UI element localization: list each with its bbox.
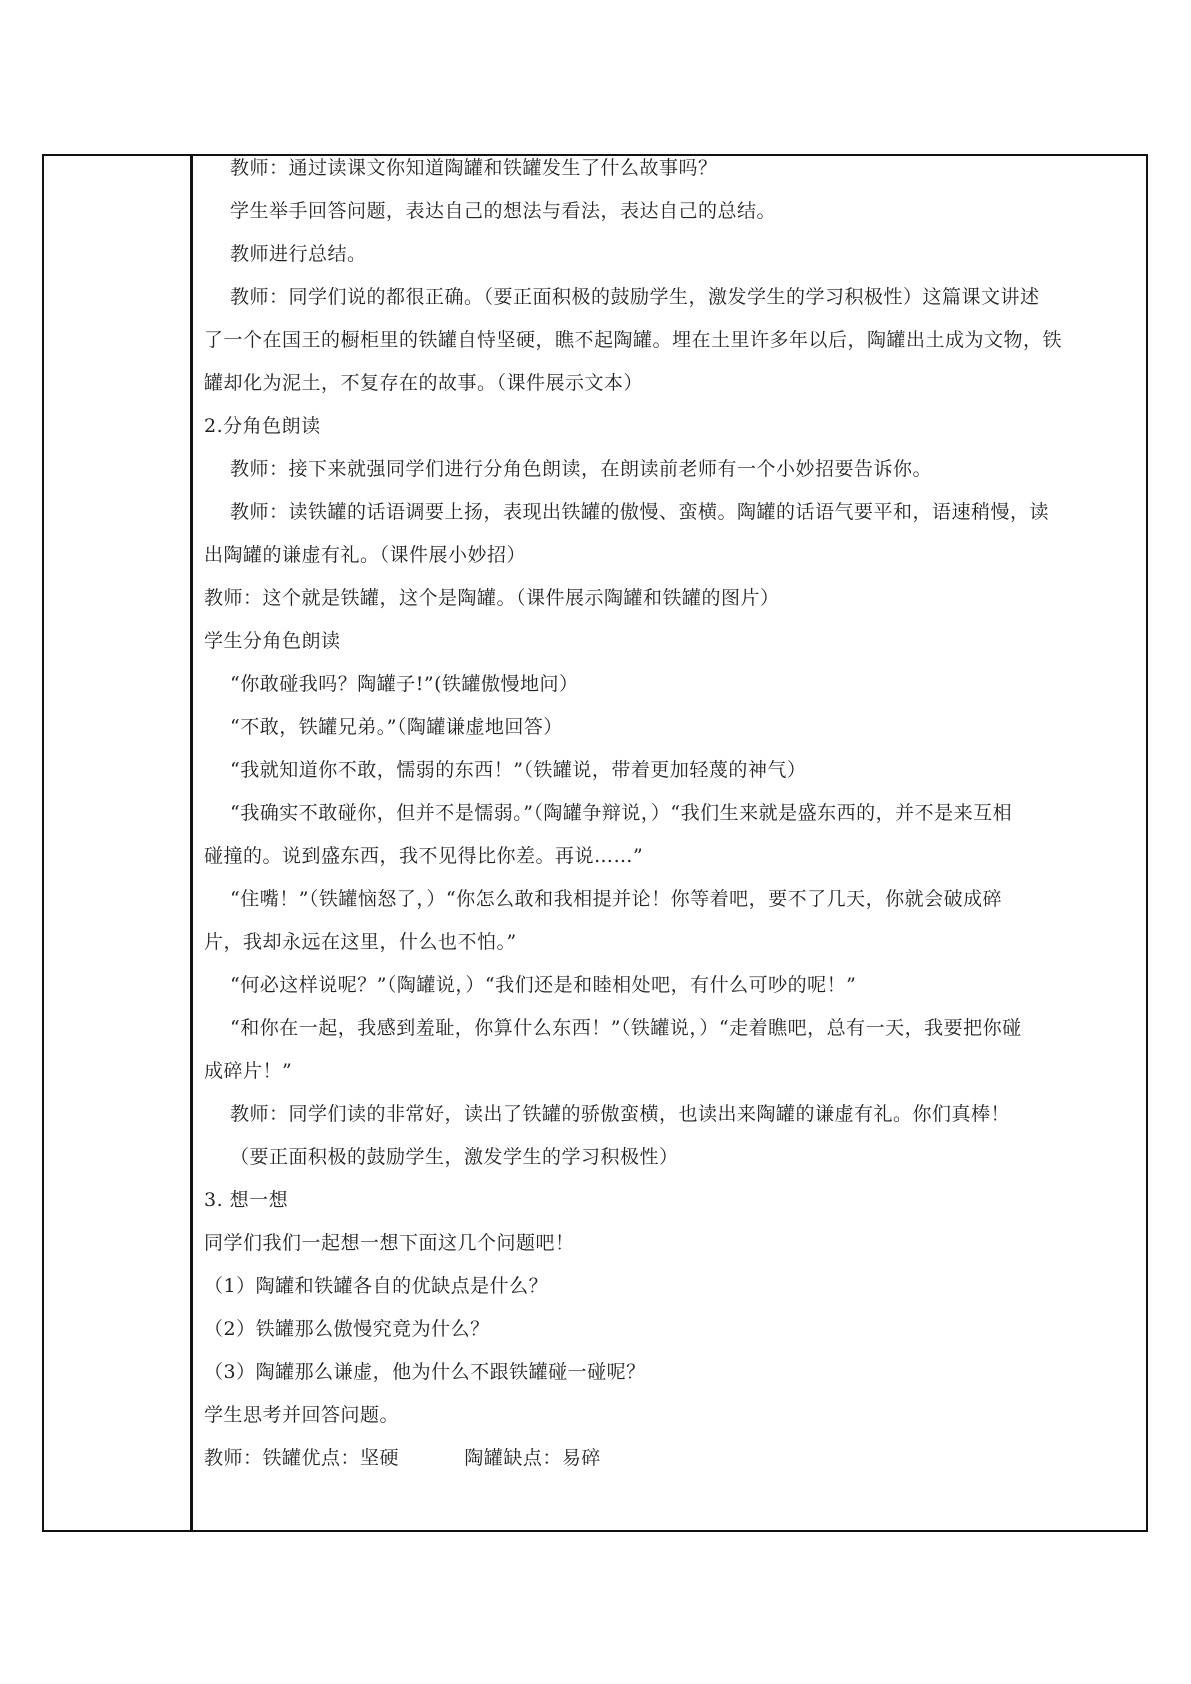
dialogue-line: 成碎片！” — [204, 1060, 293, 1082]
dialogue-line: “住嘴！”（铁罐恼怒了，）“你怎么敢和我相提并论！你等着吧，要不了几天，你就会破成碎 — [230, 888, 1003, 910]
question-item: （3）陶罐那么谦虚，他为什么不跟铁罐碰一碰呢？ — [204, 1361, 646, 1383]
text-line: 罐却化为泥土，不复存在的故事。（课件展示文本） — [204, 372, 644, 394]
text-line: 学生举手回答问题，表达自己的想法与看法，表达自己的总结。 — [230, 200, 777, 222]
column-divider — [190, 154, 193, 1532]
text-line: 了一个在国王的橱柜里的铁罐自恃坚硬，瞧不起陶罐。埋在土里许多年以后，陶罐出土成为文物，铁 — [204, 329, 1063, 351]
dialogue-line: “我就知道你不敢，懦弱的东西！”（铁罐说，带着更加轻蔑的神气） — [230, 759, 807, 781]
text-line: 教师：这个就是铁罐，这个是陶罐。（课件展示陶罐和铁罐的图片） — [204, 587, 780, 609]
question-item: （1）陶罐和铁罐各自的优缺点是什么？ — [204, 1275, 549, 1297]
text-line: 教师：同学们读的非常好，读出了铁罐的骄傲蛮横，也读出来陶罐的谦虚有礼。你们真棒！ — [230, 1103, 1011, 1125]
dialogue-line: “何必这样说呢？”（陶罐说，）“我们还是和睦相处吧，有什么可吵的呢！” — [230, 974, 857, 996]
dialogue-line: “我确实不敢碰你，但并不是懦弱。”（陶罐争辩说，）“我们生来就是盛东西的，并不是来互相 — [230, 802, 1013, 824]
text-line: （要正面积极的鼓励学生，激发学生的学习积极性） — [230, 1146, 679, 1168]
dialogue-line: “你敢碰我吗？陶罐子!”(铁罐傲慢地问） — [230, 673, 579, 695]
text-line: 教师：通过读课文你知道陶罐和铁罐发生了什么故事吗？ — [230, 157, 718, 179]
dialogue-line: “不敢，铁罐兄弟。”（陶罐谦虚地回答） — [230, 716, 563, 738]
text-line: 出陶罐的谦虚有礼。（课件展小妙招） — [204, 544, 527, 566]
dialogue-line: 片，我却永远在这里，什么也不怕。” — [204, 931, 517, 953]
text-line: 教师进行总结。 — [230, 243, 367, 265]
question-item: （2）铁罐那么傲慢究竟为什么？ — [204, 1318, 490, 1340]
text-line: 教师：读铁罐的话语调要上扬，表现出铁罐的傲慢、蛮横。陶罐的话语气要平和，语速稍慢，读 — [230, 501, 1050, 523]
text-line: 教师：铁罐优点：坚硬 陶罐缺点：易碎 — [204, 1447, 601, 1469]
text-line: 学生思考并回答问题。 — [204, 1404, 400, 1426]
text-line: 同学们我们一起想一想下面这几个问题吧！ — [204, 1232, 575, 1254]
section-heading: 3. 想一想 — [204, 1189, 289, 1211]
dialogue-line: “和你在一起，我感到羞耻，你算什么东西！”（铁罐说，）“走着瞧吧，总有一天，我要把你碰 — [230, 1017, 1022, 1039]
section-heading: 2.分角色朗读 — [204, 415, 321, 437]
text-line: 教师：同学们说的都很正确。（要正面积极的鼓励学生，激发学生的学习积极性）这篇课文讲述 — [230, 286, 1040, 308]
dialogue-line: 碰撞的。说到盛东西，我不见得比你差。再说……” — [204, 845, 644, 867]
text-line: 教师：接下来就强同学们进行分角色朗读，在朗读前老师有一个小妙招要告诉你。 — [230, 458, 933, 480]
text-line: 学生分角色朗读 — [204, 630, 341, 652]
